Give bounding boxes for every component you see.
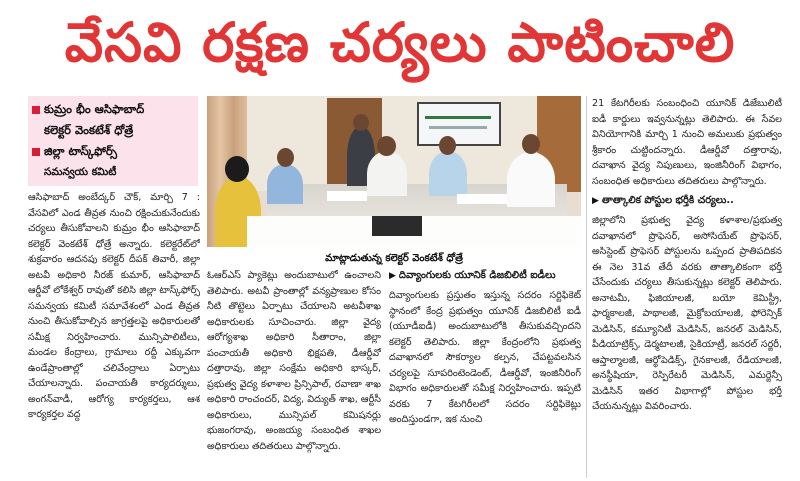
section-heading-text: తాత్కాలిక పోస్టుల భర్తీకి చర్యలు..: [601, 195, 734, 206]
highlight-line: సమన్వయ కమిటీ: [44, 166, 117, 178]
triangle-icon: ▶: [592, 196, 599, 206]
article-paragraph: జిల్లాలోని ప్రభుత్వ వైద్య కళాశాల/ప్రభుత్వ దవాఖానలో ప్రొఫెసర్, అసోసియేట్ ప్రొఫెసర్, అసిస్టెంట్ ప్రొఫెసర్ పోస్టులను ఒప్పంద ప్రాతిపదికన ఈ నెల 31వ తేదీ వరకు తాత్కాలికంగా భర్తీ చేసేందుకు చర్యలు తీసుకున్నట్లు కలెక్టర్ తెలిపారు. అనాటమీ, ఫిజియాలజీ, బయో కెమిస్ట్రీ, ఫార్మకాలజీ, పాథాలజీ, మైక్రోబయాలజీ, ఫోరెన్సిక్ మెడిసిన్, కమ్యూనిటీ మెడిసిన్, జనరల్ మెడిసిన్, పీడియాట్రిక్స్, డెర్మటాలజీ, సైకియాట్రీ, జనరల్ సర్జరీ, ఆప్తాల్మాలజీ, ఆర్థోపెడిక్స్, గైనకాలజీ, రేడియాలజీ, అనస్థీషియా, రెస్పిరేటరీ మెడిసిన్, ఎమర్జెన్సీ మెడిసిన్ ఇతర విభాగాల్లో పోస్టుల భర్తీ చేయనున్నట్లు వివరించారు.: [592, 215, 782, 412]
highlight-line: జిల్లా టాస్క్‌ఫోర్స్: [28, 141, 198, 162]
article-column: [207, 268, 381, 478]
article-column: [28, 190, 200, 478]
article-column: [389, 268, 581, 478]
column-divider: [586, 96, 587, 478]
highlight-line: కలెక్టర్ వెంకటేశ్ ధోత్రే: [44, 123, 134, 137]
article-paragraph: ఆసిఫాబాద్ అంబేద్కర్ చౌక్, మార్చి 7 : వేసవిలో ఎండ తీవ్రత నుంచి రక్షించుకునేందుకు చర్యలు తీసుకోవాలని కుమ్రం భీం ఆసిఫాబాద్ కలెక్టర్ వెంకటేశ్ ధోత్రే అన్నారు. కలెక్టరేట్‌లో శుక్రవారం ఆదనపు కలెక్టర్ దీపక్ తివారీ, జిల్లా అటవీ అధికారి నీరజ్ కుమార్, ఆసిఫాబాద్ ఆర్డీవో లోకేశ్వర్ రావుతో కలిసి జిల్లా టాస్క్‌ఫోర్స్ సమన్వయ కమిటీ సమావేశంలో ఎండ తీవ్రత నుంచి తీసుకోవాల్సిన జాగ్రత్తలపై అధికారులతో సమీక్ష నిర్వహించారు. మున్సిపాలిటీలు, మండల కేంద్రాలు, గ్రామాలు రద్దీ ఎక్కువగా ఉండేప్రాంతాల్లో చలివేంద్రాలు ఏర్పాటు చేయాలన్నారు. పంచాయతీ కార్యదర్శులు, అంగన్‌వాడీ, ఆరోగ్య కార్యకర్తలు, ఆశ కార్యకర్తల వద్ద: [28, 192, 200, 420]
article-paragraph: ఓఆర్ఎస్ ప్యాకెట్లు అందుబాటులో ఉంచాలని తెలిపారు. అటవీ ప్రాంతాల్లో వన్యప్రాణుల కోసం నీటి తొట్టెలు ఏర్పాటు చేయాలని అటవీశాఖ అధికారులకు సూచించారు. జిల్లా వైద్య ఆరోగ్యశాఖ అధికారి సీతారాం, జిల్లా పంచాయతీ అధికారి భిక్షపతి, డీఆర్డీవో దత్తారావు, జిల్లా సంక్షేమ అధికారి భాస్కర్, ప్రభుత్వ వైద్య కళాశాల ప్రిన్సిపాల్, రవాణా శాఖ అధికారి రాంచందర్, విద్య, విద్యుత్ శాఖ, ఆర్టీసీ అధికారులు, మున్సిపల్ కమిషనర్లు భుజంగరావు, అంజయ్య సంబంధిత శాఖల అధికారులు తదితరులు పాల్గొన్నారు.: [207, 270, 381, 452]
section-heading: [592, 193, 782, 209]
meeting-photo: [207, 96, 581, 247]
triangle-icon: ▶: [389, 271, 396, 281]
photo-caption: మాట్లాడుతున్న కలెక్టర్ వెంకటేశ్ ధోత్రే: [325, 253, 463, 264]
article-column: [592, 96, 782, 478]
section-heading-text: దివ్యాంగులకు యూనిక్ డిజబిలిటీ ఐడీలు: [398, 270, 556, 281]
article-paragraph: దివ్యాంగులకు ప్రస్తుతం ఇస్తున్న సదరం సర్టిఫికెట్ స్థానంలో కేంద్ర ప్రభుత్వం యూనిక్ డిజబిలిటీ ఐడీ (యూడీఐడీ) అందుబాటులోకి తీసుకువచ్చిందని కలెక్టర్ తెలిపారు. జిల్లా కేంద్రంలోని ప్రభుత్వ దవాఖానలో సౌకర్యాల కల్పన, చేపట్టవలసిన చర్యలపై సూపరింటెండెంట్, డీఆర్డీవో, ఇంజినీరింగ్ విభాగం అధికారులతో సమీక్ష నిర్వహించారు. ఇప్పటి వరకు 7 కేటగిరీలలో సదరం సర్టిఫికెట్లు అందిస్తుండగా, ఇక నుంచి: [389, 290, 581, 425]
headline: వేసవి రక్షణ చర్యలు పాటించాలి: [64, 11, 736, 74]
highlight-box: [28, 96, 198, 186]
article-paragraph: 21 కేటగిరీలకు సంబంధించి యూనిక్ డిజేబులిటీ ఐడీ కార్డులు ఇవ్వనున్నట్లు తెలిపారు. ఈ సేవల వినియోగానికి మార్చి 1 నుంచి అమలుకు ప్రభుత్వం శ్రీకారం చుట్టిందన్నారు. డీఆర్డీవో దత్తారావు, దవాఖాన వైద్య నిపుణులు, ఇంజినీరింగ్ విభాగం, సంబంధిత అధికారులు తదితరులు పాల్గొన్నారు.: [592, 98, 782, 187]
highlight-line: కుమ్రం భీం ఆసిఫాబాద్: [28, 99, 198, 120]
section-heading: [389, 268, 581, 284]
